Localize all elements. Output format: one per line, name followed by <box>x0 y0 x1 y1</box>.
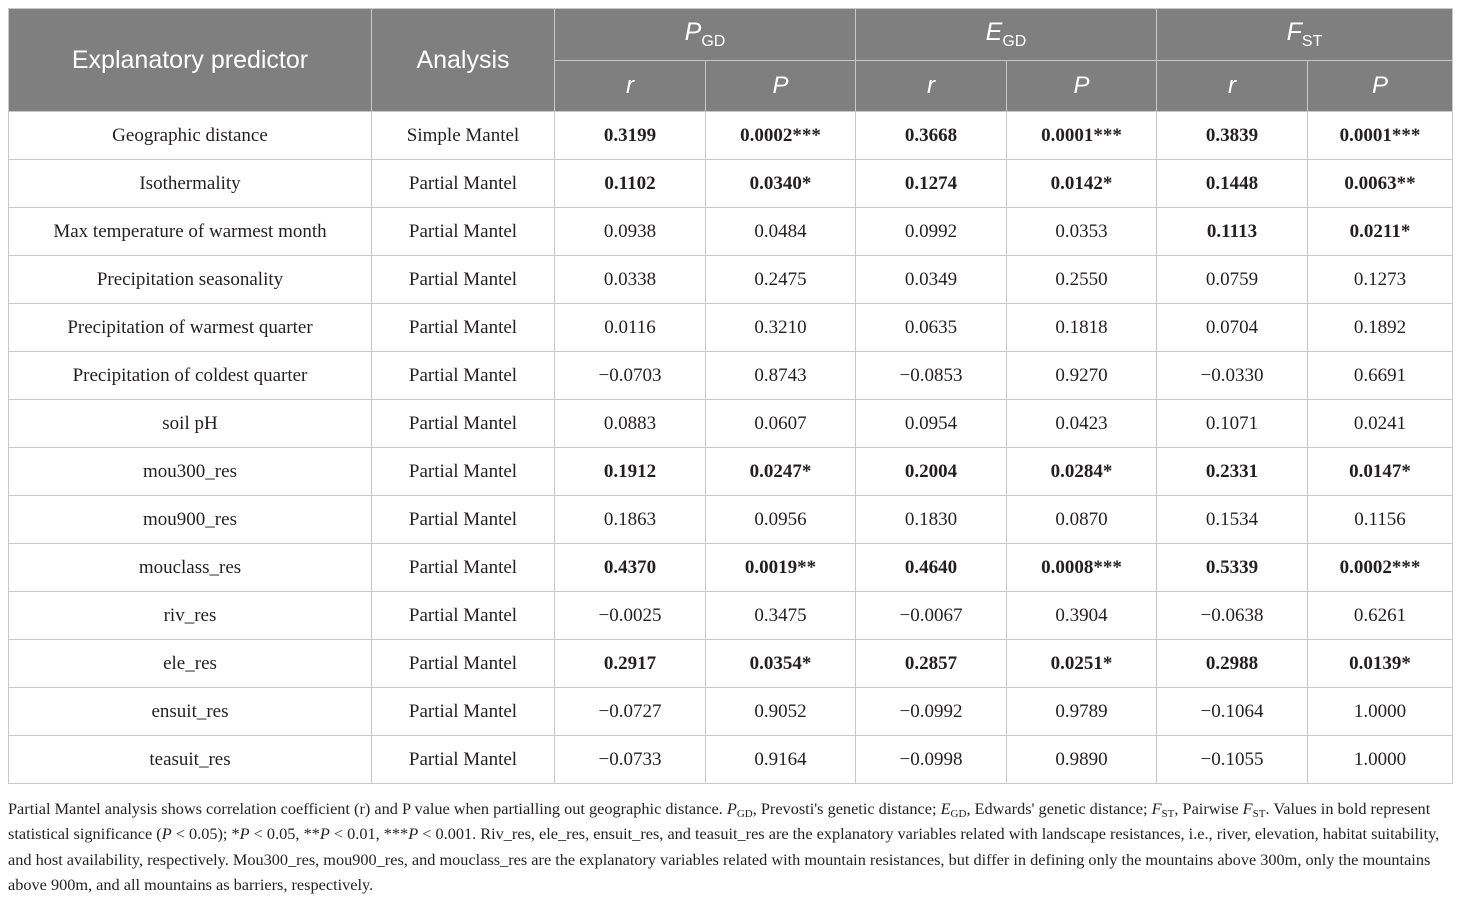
table-row <box>9 544 1453 592</box>
table-header <box>9 9 1453 112</box>
cell-egd-r: −0.0853 <box>856 352 1007 400</box>
cell-predictor: teasuit_res <box>9 736 372 784</box>
header-group-fst <box>1157 9 1453 61</box>
cell-egd-r: 0.0992 <box>856 208 1007 256</box>
cell-analysis: Partial Mantel <box>372 208 555 256</box>
table-row <box>9 736 1453 784</box>
header-fst-symbol: F <box>1286 18 1302 46</box>
cell-egd-r: −0.0067 <box>856 592 1007 640</box>
cell-egd-p: 0.0142* <box>1007 160 1157 208</box>
cell-egd-p: 0.0284* <box>1007 448 1157 496</box>
caption-fst2-end: . <box>1265 799 1270 818</box>
cell-fst-p: 0.1892 <box>1308 304 1453 352</box>
cell-pgd-p: 0.0019** <box>706 544 856 592</box>
header-pgd-subscript: GD <box>701 33 726 50</box>
header-fst-p: P <box>1308 61 1453 112</box>
cell-egd-r: 0.3668 <box>856 112 1007 160</box>
table-row <box>9 208 1453 256</box>
cell-egd-p: 0.9789 <box>1007 688 1157 736</box>
cell-fst-p: 0.0001*** <box>1308 112 1453 160</box>
cell-egd-r: 0.1274 <box>856 160 1007 208</box>
cell-egd-p: 0.3904 <box>1007 592 1157 640</box>
cell-egd-p: 0.0353 <box>1007 208 1157 256</box>
cell-fst-r: 0.1448 <box>1157 160 1308 208</box>
cell-fst-p: 0.0241 <box>1308 400 1453 448</box>
cell-fst-r: 0.1113 <box>1157 208 1308 256</box>
cell-pgd-r: 0.0883 <box>555 400 706 448</box>
cell-predictor: ele_res <box>9 640 372 688</box>
cell-analysis: Partial Mantel <box>372 688 555 736</box>
cell-egd-p: 0.1818 <box>1007 304 1157 352</box>
cell-pgd-r: 0.0338 <box>555 256 706 304</box>
cell-egd-r: −0.0998 <box>856 736 1007 784</box>
table-row <box>9 112 1453 160</box>
cell-pgd-r: −0.0733 <box>555 736 706 784</box>
cell-fst-r: 0.5339 <box>1157 544 1308 592</box>
cell-analysis: Simple Mantel <box>372 112 555 160</box>
cell-fst-p: 0.0002*** <box>1308 544 1453 592</box>
table-row <box>9 256 1453 304</box>
cell-egd-p: 0.0251* <box>1007 640 1157 688</box>
caption-egd-definition: , Edwards' genetic distance; <box>966 799 1148 818</box>
cell-pgd-r: 0.1912 <box>555 448 706 496</box>
cell-analysis: Partial Mantel <box>372 160 555 208</box>
cell-pgd-r: 0.1863 <box>555 496 706 544</box>
cell-fst-r: 0.0704 <box>1157 304 1308 352</box>
cell-pgd-p: 0.2475 <box>706 256 856 304</box>
cell-predictor: mou300_res <box>9 448 372 496</box>
cell-analysis: Partial Mantel <box>372 400 555 448</box>
header-egd-subscript: GD <box>1002 33 1027 50</box>
header-fst-subscript: ST <box>1301 33 1323 50</box>
caption-p-symbol-1: P <box>161 824 172 844</box>
cell-pgd-p: 0.0247* <box>706 448 856 496</box>
cell-fst-r: 0.1534 <box>1157 496 1308 544</box>
cell-analysis: Partial Mantel <box>372 640 555 688</box>
cell-pgd-r: −0.0025 <box>555 592 706 640</box>
cell-pgd-p: 0.3210 <box>706 304 856 352</box>
cell-fst-r: 0.2988 <box>1157 640 1308 688</box>
results-table-container <box>8 8 1452 784</box>
cell-predictor: Geographic distance <box>9 112 372 160</box>
cell-egd-p: 0.0001*** <box>1007 112 1157 160</box>
table-row <box>9 160 1453 208</box>
header-group-pgd <box>555 9 856 61</box>
cell-pgd-r: 0.2917 <box>555 640 706 688</box>
cell-predictor: soil pH <box>9 400 372 448</box>
header-pgd-symbol: P <box>684 18 702 46</box>
cell-egd-r: 0.0349 <box>856 256 1007 304</box>
cell-fst-p: 0.1156 <box>1308 496 1453 544</box>
cell-fst-p: 1.0000 <box>1308 688 1453 736</box>
cell-pgd-r: 0.4370 <box>555 544 706 592</box>
cell-pgd-p: 0.0002*** <box>706 112 856 160</box>
cell-egd-r: −0.0992 <box>856 688 1007 736</box>
caption-pgd-subscript: GD <box>736 808 753 820</box>
cell-pgd-p: 0.8743 <box>706 352 856 400</box>
cell-pgd-r: −0.0727 <box>555 688 706 736</box>
cell-fst-r: 0.0759 <box>1157 256 1308 304</box>
caption-significance-c: < 0.05, ** <box>249 824 320 844</box>
header-explanatory-predictor: Explanatory predictor <box>9 9 372 112</box>
cell-analysis: Partial Mantel <box>372 304 555 352</box>
caption-pgd-symbol: P <box>726 799 737 818</box>
caption-egd-subscript: GD <box>950 808 967 820</box>
cell-egd-r: 0.0954 <box>856 400 1007 448</box>
cell-pgd-p: 0.0607 <box>706 400 856 448</box>
cell-egd-r: 0.2004 <box>856 448 1007 496</box>
header-group-egd <box>856 9 1157 61</box>
cell-fst-r: 0.1071 <box>1157 400 1308 448</box>
table-row <box>9 640 1453 688</box>
cell-predictor: Max temperature of warmest month <box>9 208 372 256</box>
table-row <box>9 352 1453 400</box>
header-pgd-p: P <box>706 61 856 112</box>
cell-egd-p: 0.9890 <box>1007 736 1157 784</box>
cell-fst-p: 0.0139* <box>1308 640 1453 688</box>
caption-significance-d: < 0.01, *** <box>329 824 409 844</box>
cell-egd-r: 0.4640 <box>856 544 1007 592</box>
caption-pgd-definition: , Prevosti's genetic distance; <box>752 799 937 818</box>
cell-pgd-p: 0.9164 <box>706 736 856 784</box>
cell-pgd-p: 0.0956 <box>706 496 856 544</box>
table-row <box>9 304 1453 352</box>
header-pgd-r: r <box>555 61 706 112</box>
cell-egd-p: 0.2550 <box>1007 256 1157 304</box>
cell-predictor: Precipitation of warmest quarter <box>9 304 372 352</box>
cell-fst-p: 0.6261 <box>1308 592 1453 640</box>
cell-pgd-r: 0.0938 <box>555 208 706 256</box>
cell-fst-p: 0.0211* <box>1308 208 1453 256</box>
cell-analysis: Partial Mantel <box>372 496 555 544</box>
table-row <box>9 688 1453 736</box>
cell-fst-r: 0.3839 <box>1157 112 1308 160</box>
caption-p-symbol-3: P <box>319 824 330 844</box>
cell-fst-p: 0.1273 <box>1308 256 1453 304</box>
cell-analysis: Partial Mantel <box>372 256 555 304</box>
cell-fst-p: 0.0063** <box>1308 160 1453 208</box>
cell-fst-p: 1.0000 <box>1308 736 1453 784</box>
caption-p-symbol-2: P <box>239 824 250 844</box>
caption-sentence-1: Partial Mantel analysis shows correlation coefficient (r) and P value when partialling out geographic distance. <box>8 799 723 818</box>
cell-fst-r: −0.0638 <box>1157 592 1308 640</box>
caption-fst-subscript: ST <box>1161 808 1175 820</box>
caption-significance-e: < 0.001. Riv_res, ele_res, ensuit_res, and teasuit_res are the explanatory variables related with landscape resistances, i.e., river, elevation, habitat suitability, and host availability, respectively. Mou300_res, mou900_res, and mouclass_res are the explanatory variables related with mountain resistances, but differ in defining only the mountains above 300m, only the mountains above 900m, and all mountains as barriers, respectively. <box>8 824 1440 894</box>
table-row <box>9 400 1453 448</box>
caption-significance-b: < 0.05); * <box>171 824 240 844</box>
header-egd-r: r <box>856 61 1007 112</box>
cell-fst-r: −0.0330 <box>1157 352 1308 400</box>
table-row <box>9 448 1453 496</box>
caption-fst-symbol: F <box>1151 799 1162 818</box>
table-row <box>9 496 1453 544</box>
mantel-results-table <box>8 8 1453 784</box>
caption-egd-symbol: E <box>940 799 951 818</box>
cell-egd-r: 0.0635 <box>856 304 1007 352</box>
table-body <box>9 112 1453 784</box>
cell-analysis: Partial Mantel <box>372 736 555 784</box>
caption-fst2-symbol: F <box>1242 799 1253 818</box>
cell-predictor: Precipitation seasonality <box>9 256 372 304</box>
cell-pgd-p: 0.0340* <box>706 160 856 208</box>
cell-egd-p: 0.0870 <box>1007 496 1157 544</box>
cell-egd-p: 0.0008*** <box>1007 544 1157 592</box>
table-row <box>9 592 1453 640</box>
cell-predictor: ensuit_res <box>9 688 372 736</box>
cell-predictor: mou900_res <box>9 496 372 544</box>
cell-pgd-r: 0.1102 <box>555 160 706 208</box>
cell-analysis: Partial Mantel <box>372 544 555 592</box>
cell-fst-r: 0.2331 <box>1157 448 1308 496</box>
cell-egd-r: 0.2857 <box>856 640 1007 688</box>
cell-pgd-p: 0.3475 <box>706 592 856 640</box>
cell-analysis: Partial Mantel <box>372 592 555 640</box>
cell-egd-p: 0.0423 <box>1007 400 1157 448</box>
caption-significance-a: Values in bold represent statistical significance ( <box>8 799 1431 844</box>
cell-pgd-p: 0.9052 <box>706 688 856 736</box>
cell-pgd-r: −0.0703 <box>555 352 706 400</box>
caption-fst-definition: , Pairwise <box>1174 799 1239 818</box>
cell-predictor: Precipitation of coldest quarter <box>9 352 372 400</box>
caption-fst2-subscript: ST <box>1252 808 1266 820</box>
cell-egd-p: 0.9270 <box>1007 352 1157 400</box>
cell-pgd-p: 0.0484 <box>706 208 856 256</box>
cell-pgd-p: 0.0354* <box>706 640 856 688</box>
cell-pgd-r: 0.0116 <box>555 304 706 352</box>
cell-predictor: riv_res <box>9 592 372 640</box>
cell-pgd-r: 0.3199 <box>555 112 706 160</box>
cell-analysis: Partial Mantel <box>372 352 555 400</box>
cell-fst-p: 0.6691 <box>1308 352 1453 400</box>
cell-analysis: Partial Mantel <box>372 448 555 496</box>
cell-fst-r: −0.1064 <box>1157 688 1308 736</box>
cell-fst-p: 0.0147* <box>1308 448 1453 496</box>
header-egd-p: P <box>1007 61 1157 112</box>
cell-predictor: Isothermality <box>9 160 372 208</box>
cell-fst-r: −0.1055 <box>1157 736 1308 784</box>
cell-predictor: mouclass_res <box>9 544 372 592</box>
header-egd-symbol: E <box>985 18 1003 46</box>
header-fst-r: r <box>1157 61 1308 112</box>
caption-p-symbol-4: P <box>408 824 419 844</box>
header-analysis: Analysis <box>372 9 555 112</box>
cell-egd-r: 0.1830 <box>856 496 1007 544</box>
table-caption <box>8 796 1456 897</box>
